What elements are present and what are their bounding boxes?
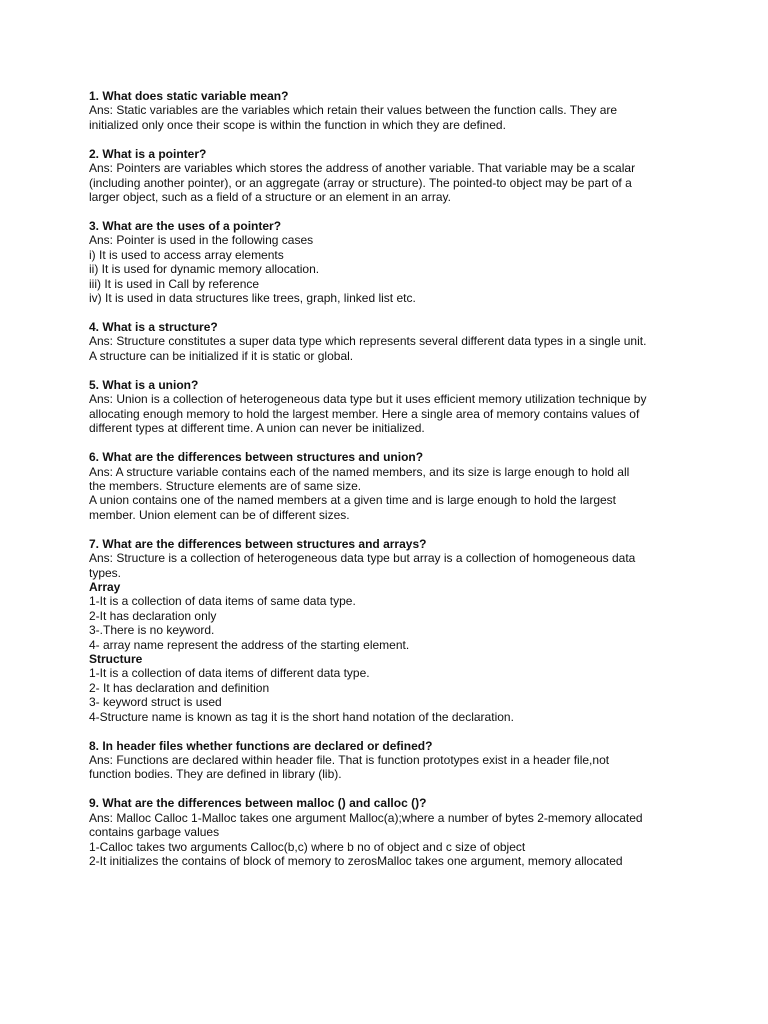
qa-block-4 [89,320,689,363]
qa-block-9 [89,796,689,868]
question-heading: 1. What does static variable mean? [89,89,289,103]
answer-line: Ans: Malloc Calloc 1-Malloc takes one argument Malloc(a);where a number of bytes 2-memory allocated [89,810,643,825]
question-heading: 9. What are the differences between malloc () and calloc ()? [89,796,427,811]
qa-block-6 [89,450,689,522]
answer-line: larger object, such as a field of a structure or an element in an array. [89,190,451,205]
array-point: 3-.There is no keyword. [89,623,215,638]
question-heading: 6. What are the differences between structures and union? [89,450,424,465]
answer-line: (including another pointer), or an aggregate (array or structure). The pointed-to object may be part of a [89,175,632,190]
answer-line: Ans: Functions are declared within header file. That is function prototypes exist in a header file,not [89,753,610,767]
array-subheading: Array [89,579,121,594]
answer-line: A union contains one of the named members at a given time and is large enough to hold the largest [89,493,617,508]
answer-line: Ans: Structure constitutes a super data type which represents several different data types in a single unit. [89,334,647,349]
answer-line: member. Union element can be of different sizes. [89,507,350,522]
answer-line: Ans: Pointers are variables which stores the address of another variable. That variable may be a scalar [89,161,636,176]
qa-block-2 [89,147,689,205]
answer-line: the members. Structure elements are of same size. [89,478,362,493]
array-point: 2-It has declaration only [89,608,217,623]
answer-line: Ans: Union is a collection of heterogeneous data type but it uses efficient memory utilization technique by [89,392,647,407]
answer-line: 1-Calloc takes two arguments Calloc(b,c) where b no of object and c size of object [89,839,526,854]
answer-line: iii) It is used in Call by reference [89,276,260,291]
question-heading: 4. What is a structure? [89,320,218,335]
structure-point: 1-It is a collection of data items of different data type. [89,666,370,681]
answer-line: i) It is used to access array elements [89,247,284,262]
question-heading: 8. In header files whether functions are declared or defined? [89,738,433,753]
structure-point: 2- It has declaration and definition [89,680,270,695]
answer-line: Ans: Static variables are the variables which retain their values between the function calls. They are [89,103,618,118]
answer-line: types. [89,565,122,580]
qa-block-1 [89,89,689,132]
answer-line: contains garbage values [89,825,220,840]
question-heading: 7. What are the differences between structures and arrays? [89,536,427,551]
answer-line: Ans: Pointer is used in the following cases [89,233,314,248]
answer-line: Ans: A structure variable contains each of the named members, and its size is large enough to hold all [89,464,630,479]
structure-point: 4-Structure name is known as tag it is the short hand notation of the declaration. [89,709,514,724]
structure-subheading: Structure [89,651,143,666]
qa-block-7 [89,537,689,724]
question-heading: 2. What is a pointer? [89,146,207,161]
question-heading: 5. What is a union? [89,377,199,392]
answer-line: ii) It is used for dynamic memory allocation. [89,262,320,277]
array-point: 1-It is a collection of data items of same data type. [89,594,356,609]
answer-line: function bodies. They are defined in library (lib). [89,767,342,782]
answer-line: initialized only once their scope is within the function in which they are defined. [89,117,506,132]
qa-block-3 [89,219,689,305]
answer-line: iv) It is used in data structures like trees, graph, linked list etc. [89,291,416,306]
document-page [89,89,689,883]
qa-block-8 [89,739,689,782]
structure-point: 3- keyword struct is used [89,695,222,710]
qa-block-5 [89,378,689,436]
answer-line: A structure can be initialized if it is static or global. [89,348,354,363]
question-heading: 3. What are the uses of a pointer? [89,219,282,234]
answer-line: allocating enough memory to hold the largest member. Here a single area of memory contains values of [89,406,640,421]
answer-line: Ans: Structure is a collection of heterogeneous data type but array is a collection of homogeneous data [89,551,636,566]
answer-line: 2-It initializes the contains of block of memory to zerosMalloc takes one argument, memory allocated [89,854,623,869]
answer-line: different types at different time. A union can never be initialized. [89,421,425,436]
array-point: 4- array name represent the address of the starting element. [89,637,410,652]
